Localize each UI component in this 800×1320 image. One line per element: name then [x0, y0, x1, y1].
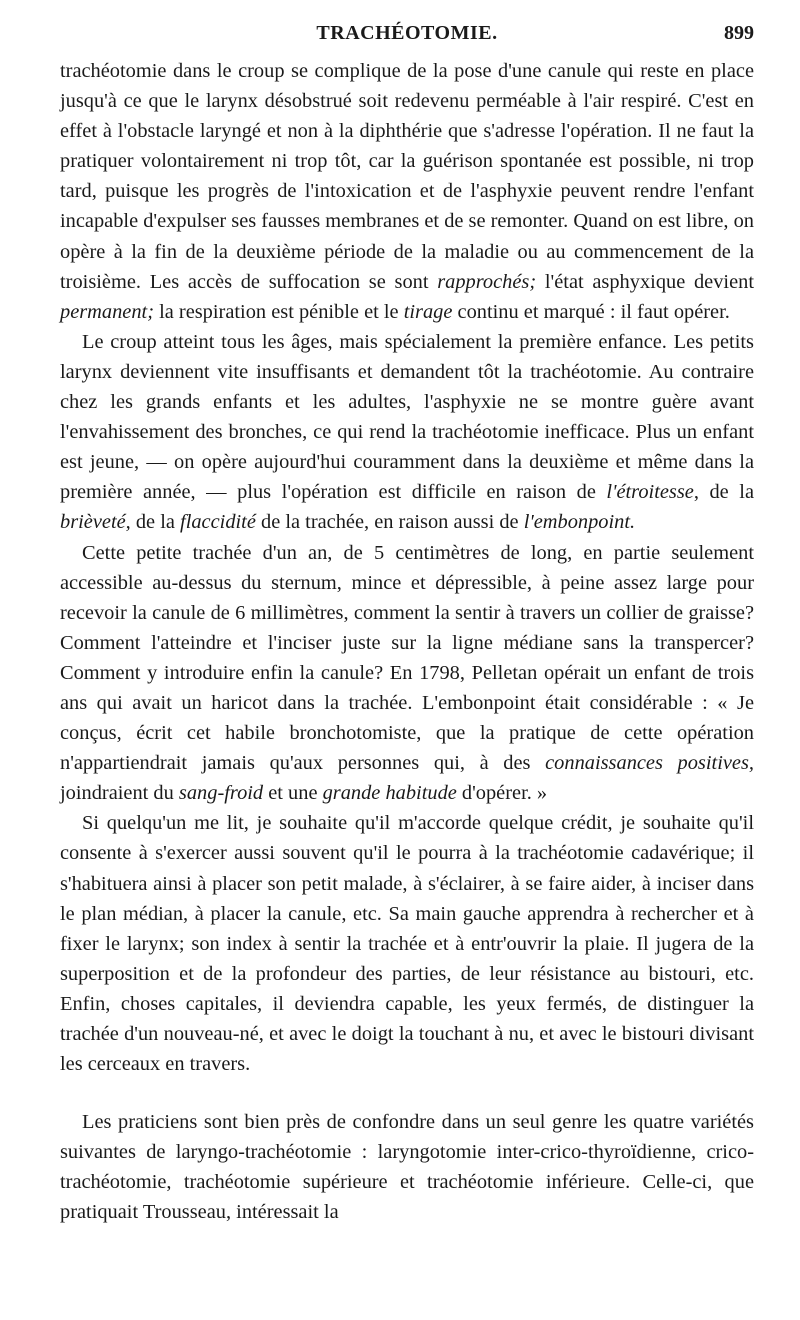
paragraph: [60, 56, 754, 327]
text-run: , de la: [693, 481, 754, 504]
paragraph: [60, 1107, 754, 1227]
text-run: de la: [130, 511, 181, 534]
text-run: continu et marqué : il faut opérer.: [452, 300, 730, 323]
page-number: 899: [724, 22, 754, 44]
text-run: l'état asphyxique devient: [536, 270, 754, 293]
text-run: et une: [263, 782, 323, 805]
italic-run: tirage: [403, 300, 453, 323]
text-run: d'opérer. »: [456, 782, 548, 805]
text-run: de la trachée, en raison aussi de: [255, 511, 524, 534]
italic-run: permanent;: [60, 300, 154, 323]
text-run: Si quelqu'un me lit, je souhaite qu'il m'accorde quelque crédit, je souhaite qu'il consente à s'exercer aussi souvent qu'il le pourra à la trachéotomie cadavérique; il s'habituera ainsi à placer son petit malade, à s'éclairer, à se faire aider, à inciser dans le plan médian, à placer la canule, etc. Sa main gauche apprendra à rechercher et à fixer le larynx; son index à sentir la trachée et à entr'ouvrir la plaie. Il jugera de la superposition et de la profondeur des parties, de leur résistance au bistouri, etc. Enfin, choses capitales, il deviendra capable, les yeux fermés, de distinguer la trachée d'un nouveau-né, et avec le doigt la touchant à nu, et avec le bistouri divisant les cerceaux en travers.: [60, 812, 754, 1076]
text-run: Les praticiens sont bien près de confondre dans un seul genre les quatre variétés suivantes de laryngo-trachéotomie : laryngotomie inter-crico-thyroïdienne, crico-trachéotomie, trachéotomie supérieure et trachéotomie inférieure. Celle-ci, que pratiquait Trousseau, intéressait la: [60, 1111, 754, 1224]
italic-run: flaccidité: [180, 511, 256, 534]
text-run: Cette petite trachée d'un an, de 5 centimètres de long, en partie seulement accessible au-dessus du sternum, mince et dépressible, à peine assez large pour recevoir la canule de 6 millimètres, comment la sentir à travers un collier de graisse? Comment l'atteindre et l'inciser juste sur la ligne médiane sans la transpercer? Comment y introduire enfin la canule? En 1798, Pelletan opérait un enfant de trois ans qui avait un haricot dans la trachée. L'embonpoint était considérable : « Je conçus, écrit cet habile bronchotomiste, que la pratique de cette opération n'appartiendrait jamais qu'aux personnes qui, à des: [60, 541, 754, 775]
italic-run: grande habitude: [322, 782, 457, 805]
paragraph: [60, 808, 754, 1079]
text-run: joindraient du: [60, 782, 179, 805]
text-run: la respiration est pénible et le: [154, 300, 404, 323]
italic-run: l'étroitesse: [606, 481, 694, 504]
paragraph: [60, 538, 754, 809]
text-run: Le croup atteint tous les âges, mais spécialement la première enfance. Les petits larynx deviennent vite insuffisants et demandent tôt la trachéotomie. Au contraire chez les grands enfants et les adultes, l'asphyxie ne se montre guère avant l'envahissement des bronches, ce qui rend la trachéotomie inefficace. Plus un enfant est jeune, — on opère aujourd'hui couramment dans la deuxième et même dans la première année, — plus l'opération est difficile en raison de: [60, 330, 754, 504]
text-run: trachéotomie dans le croup se complique de la pose d'une canule qui reste en place jusqu'à ce que le larynx désobstrué soit redevenu perméable à l'air respiré. C'est en effet à l'obstacle laryngé et non à la diphthérie que s'adresse l'opération. Il ne faut la pratiquer volontairement ni trop tôt, car la guérison spontanée est possible, ni trop tard, puisque les progrès de l'intoxication et de l'asphyxie peuvent rendre l'enfant incapable d'expulser ses fausses membranes et de se remonter. Quand on est libre, on opère à la fin de la deuxième période de la maladie ou au commencement de la troisième. Les accès de suffocation se sont: [60, 60, 754, 293]
italic-run: sang-froid: [178, 782, 264, 805]
paragraph: [60, 327, 754, 538]
italic-run: brièveté,: [60, 511, 131, 534]
running-title: TRACHÉOTOMIE.: [316, 22, 498, 44]
running-header: [60, 22, 754, 50]
italic-run: l'embonpoint.: [523, 511, 636, 534]
italic-run: rapprochés;: [437, 270, 537, 293]
page-body: [60, 56, 754, 1228]
italic-run: connaissances positives,: [545, 752, 754, 775]
